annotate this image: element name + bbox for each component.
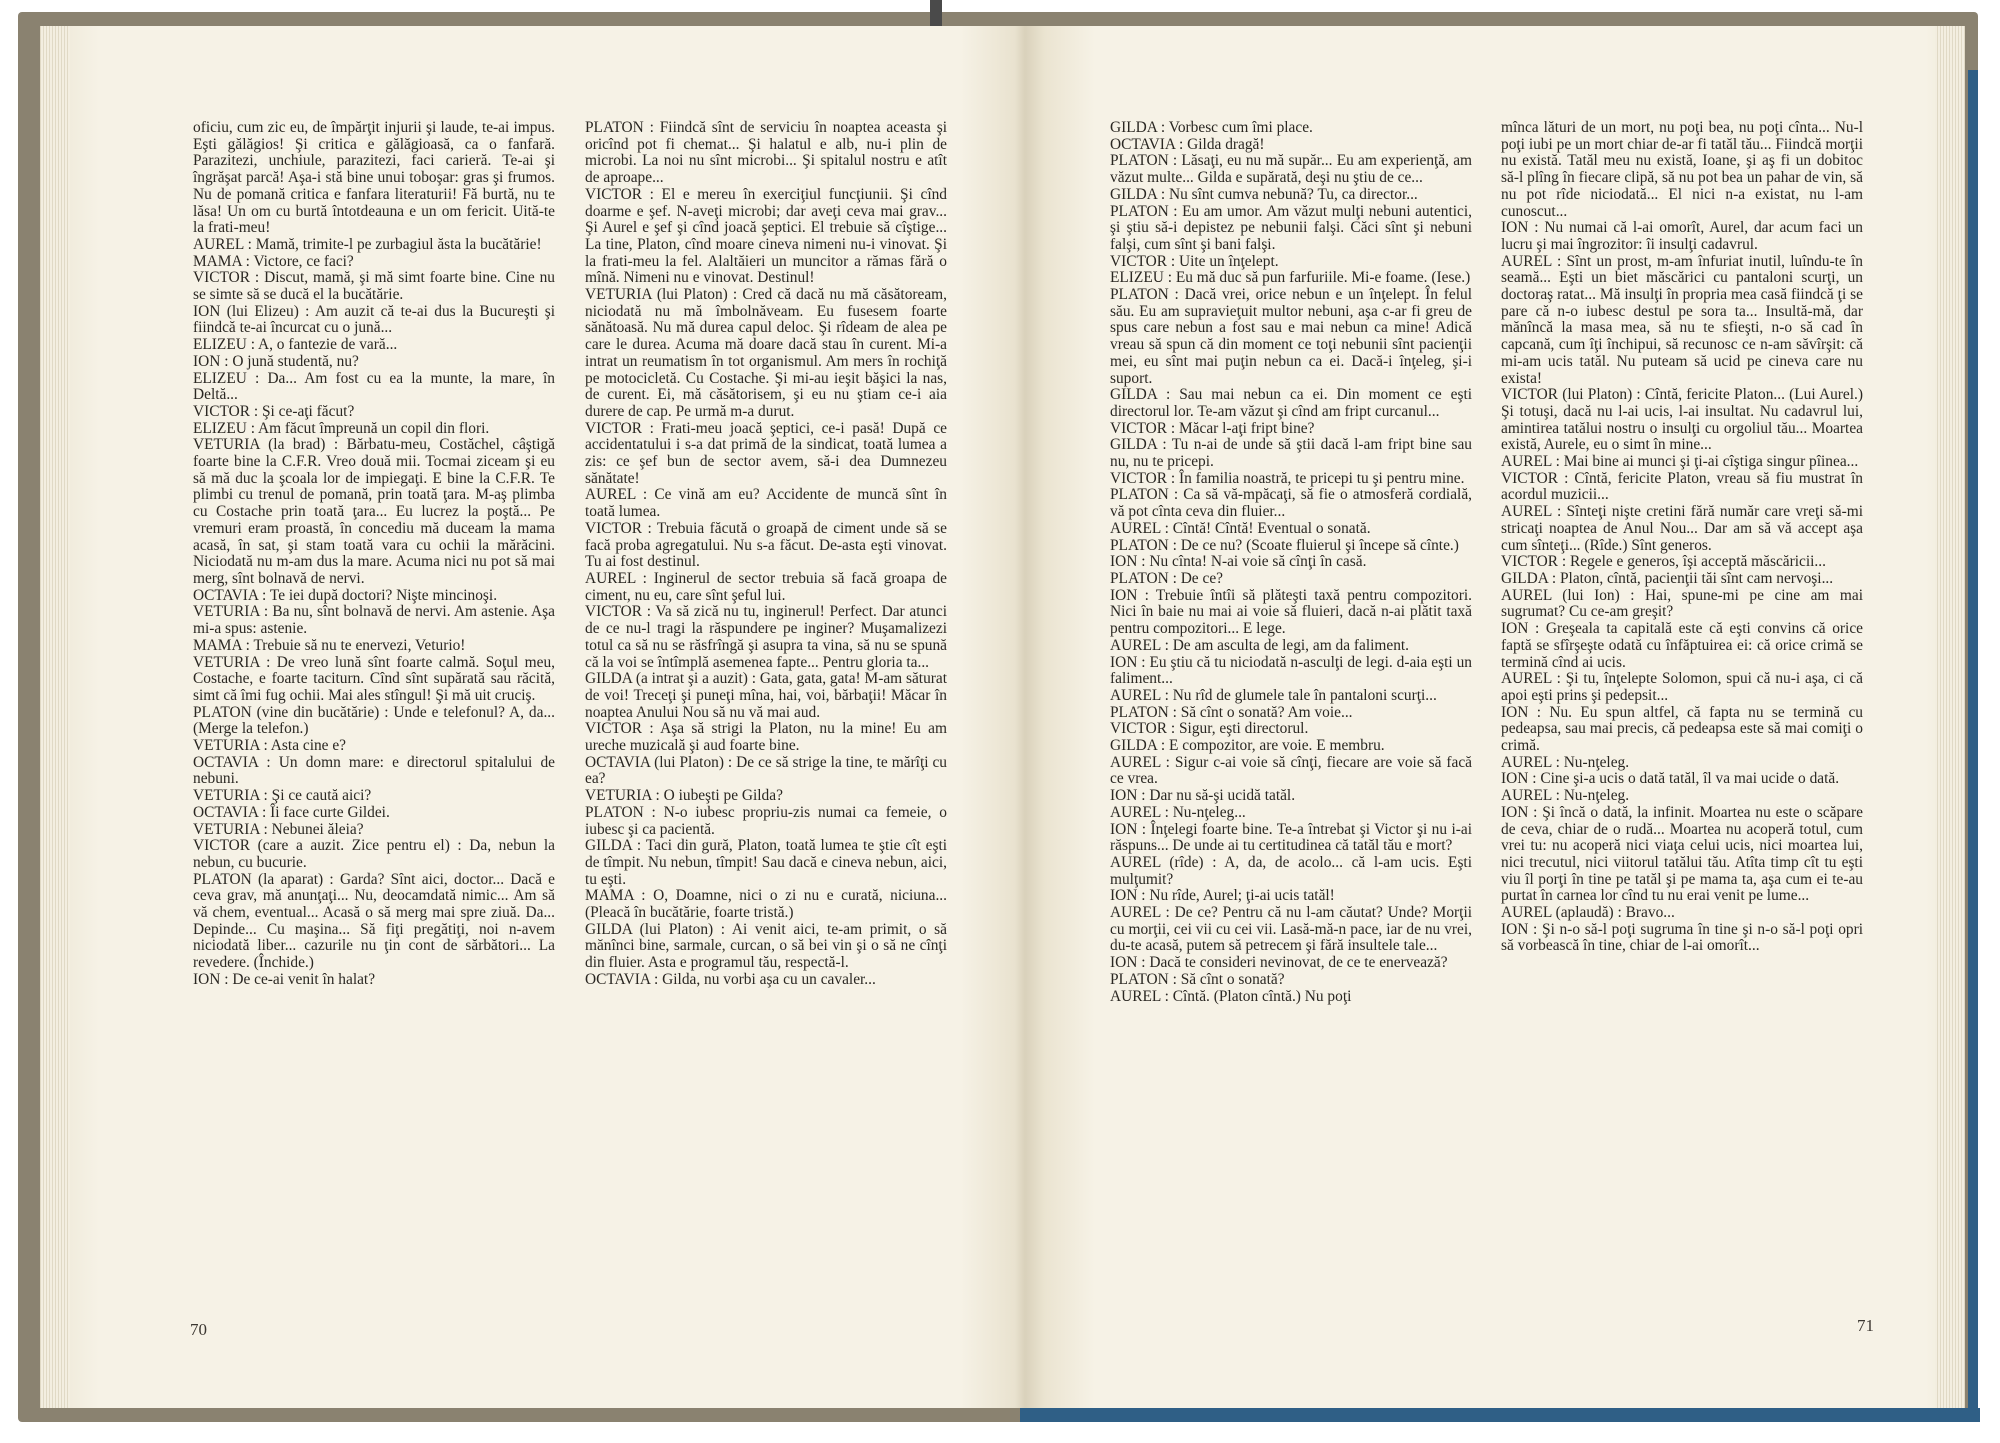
dialogue-paragraph: AUREL : Mai bine ai munci şi ţi-ai cîştiga singur pîinea... [1501, 453, 1859, 471]
right-page-column-2 [1501, 120, 1863, 955]
dialogue-paragraph: VICTOR : Frati-meu joacă şeptici, ce-i pasă! După ce accidentatului i s-a dat primă de la sindicat, toată lumea a zis: ce şef bun de sector avem, să-i dea Dumnezeu sănătate! [585, 419, 947, 487]
dialogue-paragraph: AUREL : Şi tu, înţelepte Solomon, spui că nu-i aşa, ci că apoi eşti prins şi pedepsit... [1501, 670, 1863, 704]
dialogue-paragraph: VICTOR : Şi ce-aţi făcut? [193, 402, 355, 420]
cover-blue-edge [1020, 1408, 1980, 1422]
dialogue-paragraph: ION : Şi n-o să-l poţi sugruma în tine şi n-o să-l poţi opri să vorbească în tine, chiar de l-ai omorît... [1501, 920, 1863, 955]
cover-blue-side [1968, 70, 1978, 1420]
dialogue-paragraph: AUREL : Mamă, trimite-l pe zurbagiul ăsta la bucătărie! [193, 235, 542, 253]
left-page-column-2 [585, 120, 947, 989]
dialogue-paragraph: AUREL (aplaudă) : Bravo... [1501, 904, 1675, 922]
page-stack-edge-left [40, 26, 70, 1408]
dialogue-paragraph: ION : Nu numai că l-ai omorît, Aurel, dar acum faci un lucru şi mai îngrozitor: îi insulţi cadavrul. [1501, 219, 1863, 253]
dialogue-paragraph: VICTOR : Sigur, eşti directorul. [1110, 720, 1309, 738]
dialogue-paragraph: AUREL : De ce? Pentru că nu l-am căutat? Unde? Morţii cu morţii, cei vii cu cei vii. Lasă-mă-n pace, iar de nu vrei, du-te acasă, putem să petrecem şi fără insultele tale... [1110, 904, 1472, 955]
dialogue-paragraph: VICTOR : Trebuia făcută o groapă de ciment unde să se facă proba agregatului. Nu s-a făcut. De-asta eşti vinovat. Tu ai fost destinul. [585, 519, 947, 571]
dialogue-paragraph: VICTOR : Cîntă, fericite Platon, vreau să fiu mustrat în acordul muzicii... [1501, 469, 1863, 504]
dialogue-paragraph: VICTOR : Regele e generos, îşi acceptă măscăricii... [1501, 553, 1826, 571]
dialogue-paragraph: OCTAVIA : Un domn mare: e directorul spitalului de nebuni. [193, 753, 555, 788]
dialogue-paragraph: VICTOR : În familia noastră, te pricepi tu şi pentru mine. [1110, 469, 1465, 487]
dialogue-paragraph: GILDA : Nu sînt cumva nebună? Tu, ca director... [1110, 185, 1418, 203]
dialogue-paragraph: VICTOR : Aşa să strigi la Platon, nu la mine! Eu am ureche muzicală şi aud foarte bine. [585, 720, 947, 755]
dialogue-paragraph: VETURIA : Ba nu, sînt bolnavă de nervi. Am astenie. Aşa mi-a spus: astenie. [193, 603, 555, 638]
dialogue-paragraph: VETURIA (la brad) : Bărbatu-meu, Costăchel, câştigă foarte bine la C.F.R. Vreo două mii. Tocmai ziceam şi eu să mă duc la şcoala lor de impiegaţi. E bine la C.F.R. Te plimbi cu trenul de pomană, prin toată ţara. M-aş plimba cu Costache prin toată ţara... Eu lucrez la poştă... Pe vremuri eram proastă, în concediu mă duceam la mama acasă, în sat, şi stam toată vara cu ochii la mărăcini. Niciodată nu m-am dus la mare. Acuma nici nu pot să mai merg, sînt bolnavă de nervi. [193, 436, 555, 587]
dialogue-paragraph: ELIZEU : Da... Am fost cu ea la munte, la mare, în Deltă... [193, 369, 555, 404]
dialogue-paragraph: VICTOR : Discut, mamă, şi mă simt foarte bine. Cine nu se simte să se ducă el la bucătărie. [193, 269, 555, 304]
dialogue-paragraph: mînca lături de un mort, nu poţi bea, nu poţi cînta... Nu-l poţi iubi pe un mort chiar de-ar fi tatăl tău... Fiindcă morţii nu există. Tatăl meu nu există, Ioane, şi aş fi un dobitoc să-l plîng în fiecare clipă, să nu pot bea un pahar de vin, să nu pot rîde niciodată... El nici n-a existat, nu l-am cunoscut... [1501, 119, 1863, 220]
dialogue-paragraph: ION : Înţelegi foarte bine. Te-a întrebat şi Victor şi nu i-ai răspuns... De unde ai tu certitudinea că tatăl tău e mort? [1110, 820, 1472, 855]
dialogue-paragraph: PLATON : Să cînt o sonată? Am voie... [1110, 703, 1353, 721]
dialogue-paragraph: GILDA (a intrat şi a auzit) : Gata, gata, gata! M-am săturat de voi! Treceţi şi puneţi mîna, hai, voi, bărbaţii! Măcar în noaptea Anului Nou să nu vă mai aud. [585, 670, 947, 721]
dialogue-paragraph: PLATON : Dacă vrei, orice nebun e un înţelept. În felul său. Eu am supravieţuit multor nebuni, aşa c-ar fi greu de spus care nebun a fost sau e mai nebun ca mine! Adică vreau să spun că din moment ce toţi nebunii sînt pacienţii mei, eu sînt mai puţin nebun ca ei. Dacă-i înţeleg, şi-i suport. [1110, 286, 1472, 387]
page-number: 71 [1857, 1316, 1874, 1335]
dialogue-paragraph: ION : Trebuie întîi să plăteşti taxă pentru compozitori. Nici în baie nu mai ai voie să fluieri, dacă n-ai plătit taxă pentru compozitori... E lege. [1110, 586, 1472, 638]
dialogue-paragraph: GILDA : Taci din gură, Platon, toată lumea te ştie cît eşti de tîmpit. Nu nebun, tîmpit! Sau dacă e cineva nebun, aici, tu eşti. [585, 837, 947, 888]
left-page [40, 26, 1025, 1408]
dialogue-paragraph: ION : De ce-ai venit în halat? [193, 970, 376, 988]
dialogue-paragraph: OCTAVIA (lui Platon) : De ce să strige la tine, te mărîţi cu ea? [585, 753, 947, 788]
dialogue-paragraph: MAMA : O, Doamne, nici o zi nu e curată, niciuna... (Pleacă în bucătărie, foarte tristă.) [585, 887, 947, 922]
dialogue-paragraph: VICTOR (lui Platon) : Cîntă, fericite Platon... (Lui Aurel.) Şi totuşi, dacă nu l-ai ucis, l-ai insultat. Nu cadavrul lui, amintirea tatălui nostru o insulţi cu orgoliul tău... Moartea există, Aurele, eu o simt în mine... [1501, 386, 1863, 454]
dialogue-paragraph: VETURIA : O iubeşti pe Gilda? [585, 787, 783, 805]
dialogue-paragraph: AUREL : De am asculta de legi, am da faliment. [1110, 636, 1410, 654]
dialogue-paragraph: PLATON (vine din bucătărie) : Unde e telefonul? A, da... (Merge la telefon.) [193, 703, 555, 738]
dialogue-paragraph: AUREL : Nu-nţeleg. [1501, 753, 1630, 771]
dialogue-paragraph: PLATON : Fiindcă sînt de serviciu în noaptea aceasta şi oricînd pot fi chemat... Şi halatul e alb, nu-i plin de microbi. La noi nu sînt microbi... Şi spitalul nostru e atît de aproape... [585, 119, 947, 187]
dialogue-paragraph: MAMA : Trebuie să nu te enervezi, Veturio! [193, 636, 466, 654]
dialogue-paragraph: MAMA : Victore, ce faci? [193, 252, 354, 270]
dialogue-paragraph: OCTAVIA : Îi face curte Gildei. [193, 803, 390, 821]
dialogue-paragraph: AUREL (rîde) : A, da, de acolo... că l-am ucis. Eşti mulţumit? [1110, 853, 1472, 888]
dialogue-paragraph: GILDA : Platon, cîntă, pacienţii tăi sînt cam nervoşi... [1501, 569, 1834, 587]
dialogue-paragraph: VETURIA : Nebunei ăleia? [193, 820, 364, 838]
dialogue-paragraph: AUREL : Cîntă. (Platon cîntă.) Nu poţi [1110, 987, 1352, 1005]
dialogue-paragraph: PLATON : Eu am umor. Am văzut mulţi nebuni autentici, şi ştiu să-i depistez pe nebunii falşi. Căci sînt şi nebuni falşi, cum sînt şi bani falşi. [1110, 202, 1472, 253]
page-stack-edge-right [1935, 26, 1965, 1408]
dialogue-paragraph: VICTOR : Va să zică nu tu, inginerul! Perfect. Dar atunci de ce nu-l tragi la răspundere pe inginer? Muşamalizezi totul ca să nu se răsfrîngă şi asupra ta vina, să nu se spună că la voi se întîmplă asemenea fapte... Pentru gloria ta... [585, 603, 947, 671]
dialogue-paragraph: VICTOR : Măcar l-aţi fript bine? [1110, 419, 1315, 437]
dialogue-paragraph: AUREL : Sînt un prost, m-am înfuriat inutil, luîndu-te în seamă... Eşti un biet măscărici cu pantaloni scurţi, un doctoraş ratat... Mă insulţi în propria mea casă fiindcă ţi se pare că n-o iubesc destul pe sora ta... Insultă-mă, dar mănîncă la masa mea, să nu te sfieşti, n-o să cad în capcană, cum îţi închipui, să recunosc ce n-am săvîrşit: că mi-am ucis tatăl. Nu puteam să ucid pe cineva care nu exista! [1501, 252, 1863, 387]
dialogue-paragraph: PLATON : De ce? [1110, 569, 1223, 587]
dialogue-paragraph: ION : Dar nu să-şi ucidă tatăl. [1110, 787, 1296, 805]
dialogue-paragraph: AUREL : Sigur c-ai voie să cînţi, fiecare are voie să facă ce vrea. [1110, 753, 1472, 788]
dialogue-paragraph: ION : Greşeala ta capitală este că eşti convins că orice faptă se sfîrşeşte odată cu înfăptuirea ei: că orice crimă se termină cînd ai ucis. [1501, 620, 1863, 671]
dialogue-paragraph: GILDA : Tu n-ai de unde să ştii dacă l-am fript bine sau nu, nu te pricepi. [1110, 436, 1472, 471]
dialogue-paragraph: VETURIA : Şi ce caută aici? [193, 787, 372, 805]
dialogue-paragraph: ION (lui Elizeu) : Am auzit că te-ai dus la Bucureşti şi fiindcă te-ai încurcat cu o jună... [193, 302, 555, 337]
dialogue-paragraph: VICTOR : Uite un înţelept. [1110, 252, 1279, 270]
dialogue-paragraph: ION : Şi încă o dată, la infinit. Moartea nu este o scăpare de ceva, chiar de o rudă... Moartea nu acoperă totul, cum vrei tu: nu acoperă nici viaţa celui ucis, nici moartea lui, nici trecutul, nici viitorul tatălui tău. Atîta timp cît tu eşti viu îl porţi în tine pe tatăl şi pe mama ta, aşa cum ei te-au purtat în carnea lor cînd tu nu erai venit pe lume... [1501, 803, 1863, 905]
dialogue-paragraph: VETURIA (lui Platon) : Cred că dacă nu mă căsătoream, niciodată nu mă îmbolnăveam. Eu fusesem foarte sănătoasă. Nu mă durea capul deloc. Şi rîdeam de alea pe care le durea. Acuma mă doare dacă stau în curent. Mi-a intrat un reumatism în tot organismul. Am mers în rochiţă pe motocicletă. Cu Costache. Şi mi-au ieşit băşici la nas, de curent. Ei, mă căsătorisem, şi eu nu ştiam ce-i aia durere de cap. Pe urmă m-a durut. [585, 286, 947, 420]
dialogue-paragraph: GILDA : E compozitor, are voie. E membru. [1110, 737, 1385, 755]
dialogue-paragraph: AUREL : Sînteţi nişte cretini fără număr care vreţi să-mi stricaţi noaptea de Anul Nou... Dar am să vă accept aşa cum sînteţi... (Rîde.) Sînt generos. [1501, 503, 1863, 554]
dialogue-paragraph: PLATON : Lăsaţi, eu nu mă supăr... Eu am experienţă, am văzut multe... Gilda e supărată, deşi nu ştiu de ce... [1110, 152, 1472, 187]
dialogue-paragraph: ELIZEU : A, o fantezie de vară... [193, 336, 398, 354]
dialogue-paragraph: ION : O jună studentă, nu? [193, 352, 359, 370]
dialogue-paragraph: OCTAVIA : Te iei după doctori? Nişte mincinoşi. [193, 586, 498, 604]
dialogue-paragraph: PLATON : De ce nu? (Scoate fluierul şi începe să cînte.) [1110, 536, 1459, 554]
bookmark-ribbon [930, 0, 942, 26]
dialogue-paragraph: ION : Nu. Eu spun altfel, că fapta nu se termină cu pedeapsa, sau mai precis, că pedeapsa este să mai comiţi o crimă. [1501, 703, 1863, 755]
dialogue-paragraph: GILDA : Sau mai nebun ca ei. Din moment ce eşti directorul lor. Te-am văzut şi cînd am fript curcanul... [1110, 386, 1472, 420]
dialogue-paragraph: ION : Dacă te consideri nevinovat, de ce te enervează? [1110, 954, 1448, 972]
dialogue-paragraph: VETURIA : Asta cine e? [193, 737, 347, 755]
right-page [1025, 26, 1965, 1408]
dialogue-paragraph: VICTOR : El e mereu în exerciţiul funcţiunii. Şi cînd doarme e şef. N-aveţi microbi; dar aveţi ceva mai grav... Şi Aurel e şef şi cînd joacă şeptici. El trebuie să cîştige... La tine, Platon, cînd moare cineva nimeni nu-i vinovat. Şi la frati-meu la fel. Alaltăieri un muncitor a rămas fără o mînă. Nimeni nu e vinovat. Destinul! [585, 185, 947, 287]
dialogue-paragraph: AUREL : Nu-nţeleg. [1501, 787, 1630, 805]
dialogue-paragraph: PLATON : Ca să vă-mpăcaţi, să fie o atmosferă cordială, vă pot cînta ceva din fluier... [1110, 486, 1472, 521]
dialogue-paragraph: VICTOR (care a auzit. Zice pentru el) : Da, nebun la nebun, cu bucurie. [193, 837, 555, 871]
dialogue-paragraph: PLATON (la aparat) : Garda? Sînt aici, doctor... Dacă e ceva grav, mă anunţaţi... Nu, deocamdată nimic... Am să vă chem, eventual... Acasă o să merg mai spre ziuă. Da... Depinde... Cu maşina... Să fiţi pregătiţi, noi n-avem niciodată liber... cazurile nu ţin cont de sărbători... La revedere. (Închide.) [193, 870, 555, 972]
right-page-column-1 [1110, 120, 1472, 1005]
dialogue-paragraph: GILDA (lui Platon) : Ai venit aici, te-am primit, o să mănînci bine, sarmale, curcan, o să bei vin şi o să ne cînţi din fluier. Asta e programul tău, respectă-l. [585, 920, 947, 972]
dialogue-paragraph: ION : Nu cînta! N-ai voie să cînţi în casă. [1110, 553, 1367, 571]
dialogue-paragraph: oficiu, cum zic eu, de împărţit injurii şi laude, te-ai impus. Eşti gălăgios! Şi critica e gălăgioasă, ca o fanfară. Parazitezi, unchiule, parazitezi, faci carieră. Te-ai şi îngrăşat parcă! Aşa-i stă bine unui toboşar: gras şi frumos. Nu de pomană critica e fanfara literaturii! Fă burtă, nu te lăsa! Un om cu burtă întotdeauna e un om fericit. Uită-te la frati-meu! [193, 119, 555, 237]
dialogue-paragraph: OCTAVIA : Gilda, nu vorbi aşa cu un cavaler... [585, 970, 876, 988]
dialogue-paragraph: PLATON : N-o iubesc propriu-zis numai ca femeie, o iubesc şi ca pacientă. [585, 803, 947, 838]
dialogue-paragraph: ION : Nu rîde, Aurel; ţi-ai ucis tatăl! [1110, 887, 1335, 905]
dialogue-paragraph: ION : Eu ştiu că tu niciodată n-asculţi de legi. d-aia eşti un faliment... [1110, 653, 1472, 688]
dialogue-paragraph: AUREL : Nu-nţeleg... [1110, 803, 1246, 821]
dialogue-paragraph: AUREL : Nu rîd de glumele tale în pantaloni scurţi... [1110, 686, 1437, 704]
dialogue-paragraph: ELIZEU : Am făcut împreună un copil din flori. [193, 419, 490, 437]
dialogue-paragraph: PLATON : Să cînt o sonată? [1110, 970, 1285, 988]
dialogue-paragraph: OCTAVIA : Gilda dragă! [1110, 135, 1265, 153]
page-number: 70 [190, 1320, 207, 1339]
dialogue-paragraph: ELIZEU : Eu mă duc să pun farfuriile. Mi-e foame. (Iese.) [1110, 269, 1471, 287]
left-page-column-1 [193, 120, 555, 989]
dialogue-paragraph: AUREL (lui Ion) : Hai, spune-mi pe cine am mai sugrumat? Cu ce-am greşit? [1501, 586, 1863, 621]
dialogue-paragraph: GILDA : Vorbesc cum îmi place. [1110, 119, 1313, 136]
dialogue-paragraph: AUREL : Inginerul de sector trebuia să facă groapa de ciment, nu eu, care sînt şeful lui. [585, 569, 947, 604]
dialogue-paragraph: AUREL : Cîntă! Cîntă! Eventual o sonată. [1110, 519, 1371, 537]
dialogue-paragraph: AUREL : Ce vină am eu? Accidente de muncă sînt în toată lumea. [585, 486, 947, 521]
dialogue-paragraph: ION : Cine şi-a ucis o dată tatăl, îl va mai ucide o dată. [1501, 770, 1840, 788]
dialogue-paragraph: VETURIA : De vreo lună sînt foarte calmă. Soţul meu, Costache, e foarte taciturn. Cînd sînt supărată sau răcită, simt că îmi fug ochii. Mai ales stîngul! Şi mă uit cruciş. [193, 653, 555, 704]
